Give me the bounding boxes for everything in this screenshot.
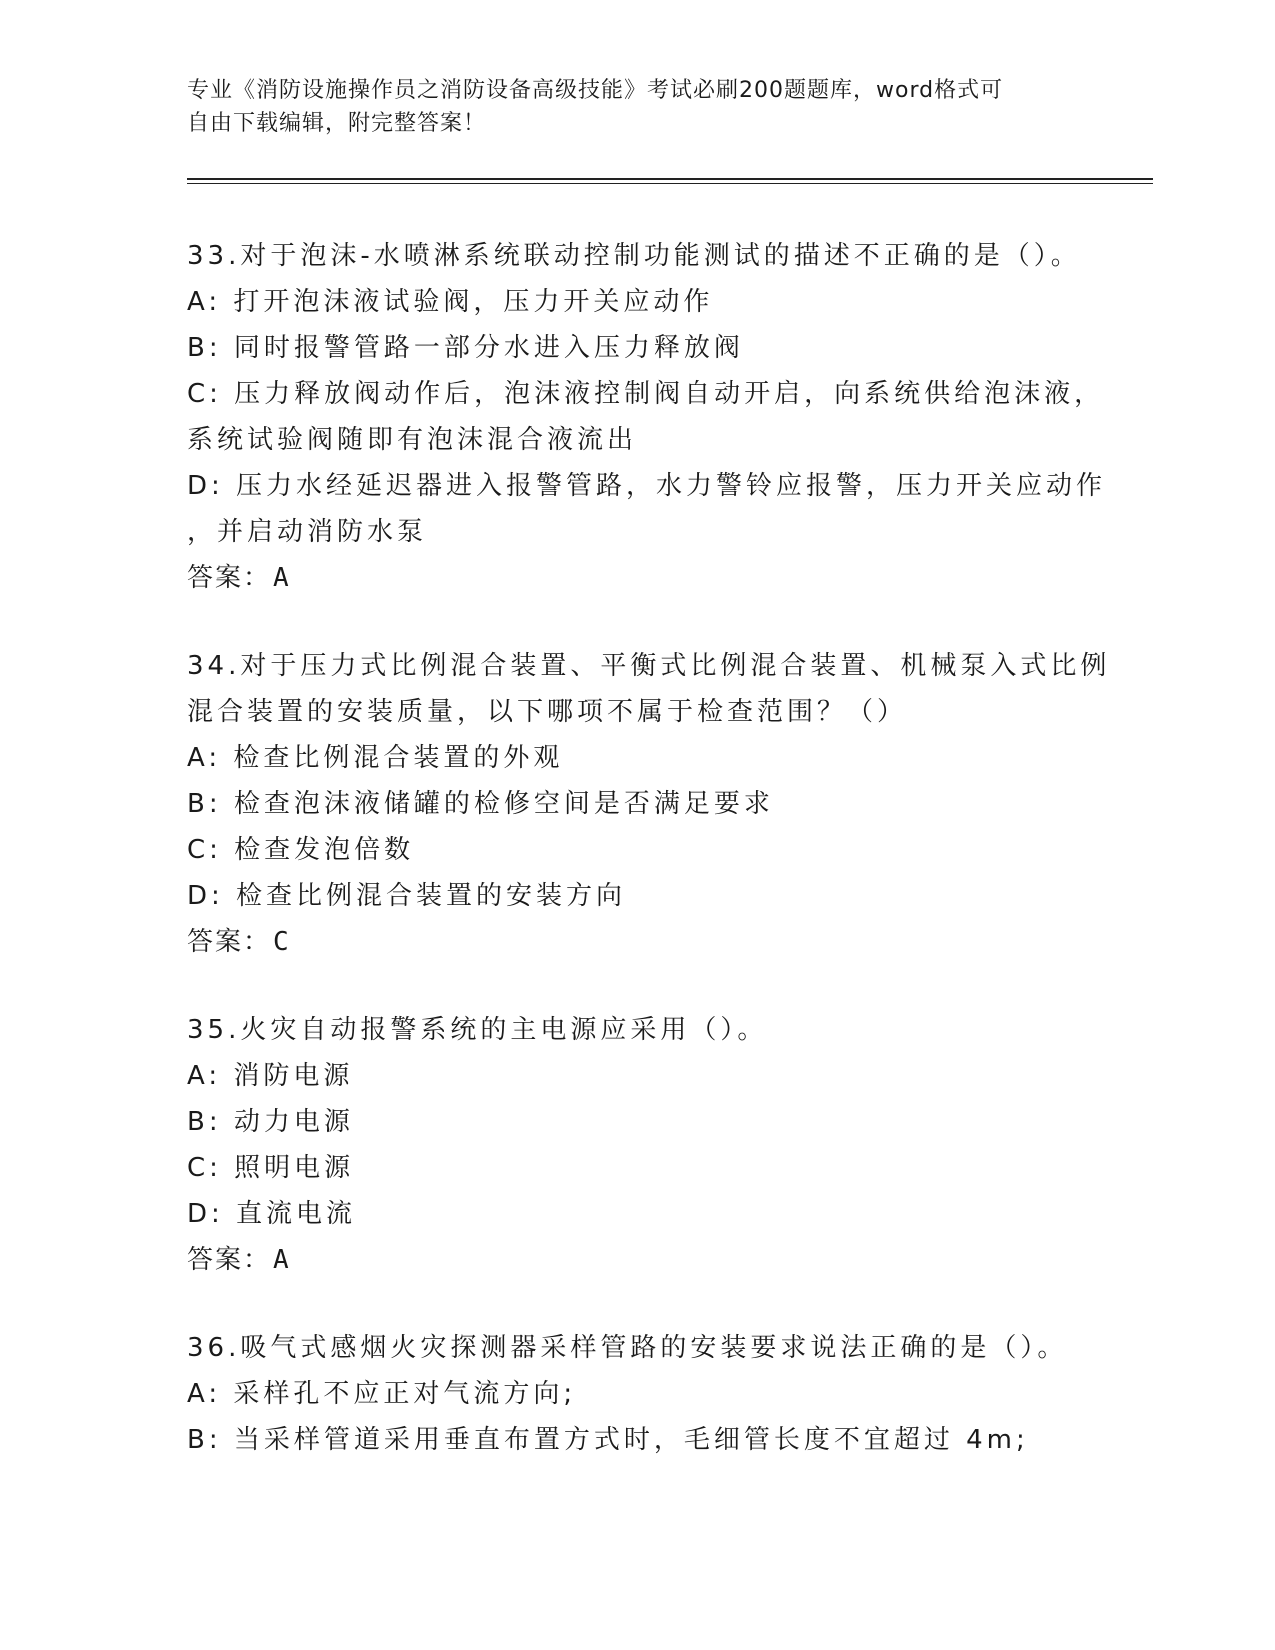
answer-value: C xyxy=(273,927,291,957)
answer-option: C: 照明电源 xyxy=(187,1153,355,1183)
answer-option: B: 同时报警管路一部分水进入压力释放阀 xyxy=(187,333,744,363)
answer-value: A xyxy=(273,1245,291,1275)
answer-line xyxy=(187,919,1087,965)
question-stem: 34.对于压力式比例混合装置、平衡式比例混合装置、机械泵入式比例 xyxy=(187,651,1111,681)
answer-option: ，并启动消防水泵 xyxy=(187,517,428,547)
answer-option: A: 打开泡沫液试验阀，压力开关应动作 xyxy=(187,287,714,317)
question-list xyxy=(187,233,1111,1505)
answer-option: A: 消防电源 xyxy=(187,1061,354,1091)
answer-option: C: 压力释放阀动作后，泡沫液控制阀自动开启，向系统供给泡沫液， xyxy=(187,379,1105,409)
answer-option: D: 直流电流 xyxy=(187,1199,357,1229)
answer-option: B: 检查泡沫液储罐的检修空间是否满足要求 xyxy=(187,789,774,819)
answer-line xyxy=(187,1237,1087,1283)
question-stem: 35.火灾自动报警系统的主电源应采用（）。 xyxy=(187,1015,768,1045)
answer-label: 答案： xyxy=(187,927,272,957)
answer-option: D: 检查比例混合装置的安装方向 xyxy=(187,881,627,911)
answer-option: A: 检查比例混合装置的外观 xyxy=(187,743,564,773)
question-stem: 36.吸气式感烟火灾探测器采样管路的安装要求说法正确的是（）。 xyxy=(187,1333,1068,1363)
question-block xyxy=(187,643,1111,965)
question-stem: 33.对于泡沫-水喷淋系统联动控制功能测试的描述不正确的是（）。 xyxy=(187,241,1081,271)
question-block xyxy=(187,1007,1087,1283)
header-divider xyxy=(187,178,1153,180)
question-block xyxy=(187,233,1107,601)
answer-option: A: 采样孔不应正对气流方向; xyxy=(187,1379,577,1409)
question-stem: 混合装置的安装质量，以下哪项不属于检查范围？（） xyxy=(187,697,908,727)
answer-option: B: 当采样管道采用垂直布置方式时，毛细管长度不宜超过 4m; xyxy=(187,1425,1029,1455)
header-title-line-2: 自由下载编辑，附完整答案！ xyxy=(187,111,487,136)
answer-option: B: 动力电源 xyxy=(187,1107,354,1137)
answer-option: C: 检查发泡倍数 xyxy=(187,835,415,865)
answer-option: 系统试验阀随即有泡沫混合液流出 xyxy=(187,425,638,455)
header-title-line-1: 专业《消防设施操作员之消防设备高级技能》考试必刷200题题库，word格式可 xyxy=(187,78,1004,103)
header-divider-thin xyxy=(187,183,1153,184)
answer-label: 答案： xyxy=(187,563,272,593)
answer-line xyxy=(187,555,1087,601)
question-block xyxy=(187,1325,1087,1463)
document-header xyxy=(187,74,1067,140)
answer-option: D: 压力水经延迟器进入报警管路，水力警铃应报警，压力开关应动作 xyxy=(187,471,1107,501)
answer-label: 答案： xyxy=(187,1245,272,1275)
answer-value: A xyxy=(273,563,291,593)
